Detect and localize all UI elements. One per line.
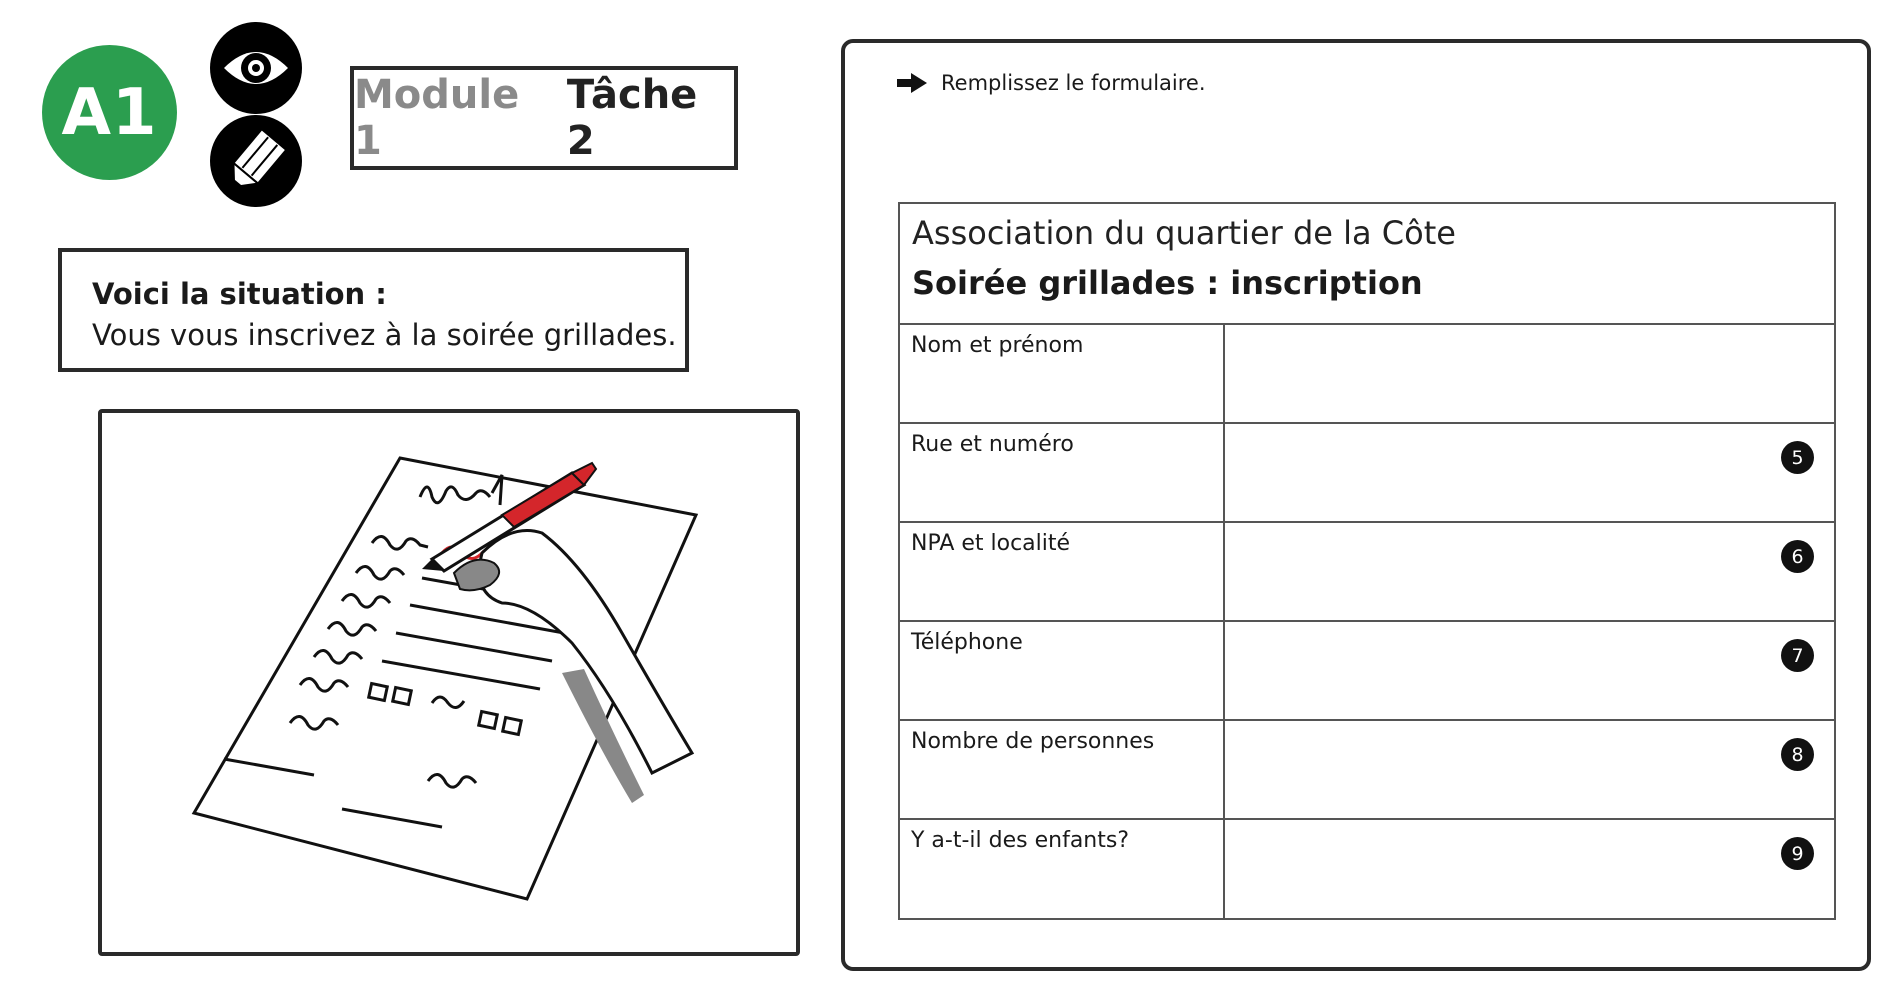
postcode-field[interactable] <box>1225 523 1834 620</box>
form-row-phone <box>900 622 1834 721</box>
form-subtitle: Soirée grillades : inscription <box>912 264 1423 302</box>
illustration-frame <box>98 409 800 956</box>
row-label: Y a-t-il des enfants? <box>900 820 1225 918</box>
children-field[interactable] <box>1225 820 1834 918</box>
row-label: Rue et numéro <box>900 424 1225 521</box>
people-count-field[interactable] <box>1225 721 1834 818</box>
number-badge: 6 <box>1781 540 1814 573</box>
form-row-children <box>900 820 1834 918</box>
row-label: NPA et localité <box>900 523 1225 620</box>
form-row-street <box>900 424 1834 523</box>
instruction-text: Remplissez le formulaire. <box>941 71 1206 95</box>
module-label: Module 1 <box>354 72 520 164</box>
row-label: Nombre de personnes <box>900 721 1225 818</box>
name-field[interactable] <box>1225 325 1834 422</box>
row-label: Nom et prénom <box>900 325 1225 422</box>
situation-box <box>58 248 689 372</box>
number-badge: 9 <box>1781 837 1814 870</box>
form-row-name <box>900 325 1834 424</box>
form-row-people <box>900 721 1834 820</box>
number-badge: 7 <box>1781 639 1814 672</box>
row-label: Téléphone <box>900 622 1225 719</box>
module-title-box <box>350 66 738 170</box>
number-badge: 8 <box>1781 738 1814 771</box>
phone-field[interactable] <box>1225 622 1834 719</box>
registration-form <box>898 202 1836 920</box>
situation-text: Vous vous inscrivez à la soirée grillades. <box>92 318 677 352</box>
association-name: Association du quartier de la Côte <box>912 214 1456 252</box>
arrow-right-icon <box>897 73 927 93</box>
pencil-icon <box>210 115 302 207</box>
number-badge: 5 <box>1781 441 1814 474</box>
level-badge: A1 <box>42 45 177 180</box>
street-field[interactable] <box>1225 424 1834 521</box>
task-label: Tâche 2 <box>566 72 698 164</box>
situation-title: Voici la situation : <box>92 277 387 311</box>
form-header <box>900 204 1834 325</box>
instruction <box>897 71 1206 95</box>
form-filling-illustration <box>102 413 796 952</box>
eye-icon <box>210 22 302 114</box>
form-row-postcode <box>900 523 1834 622</box>
